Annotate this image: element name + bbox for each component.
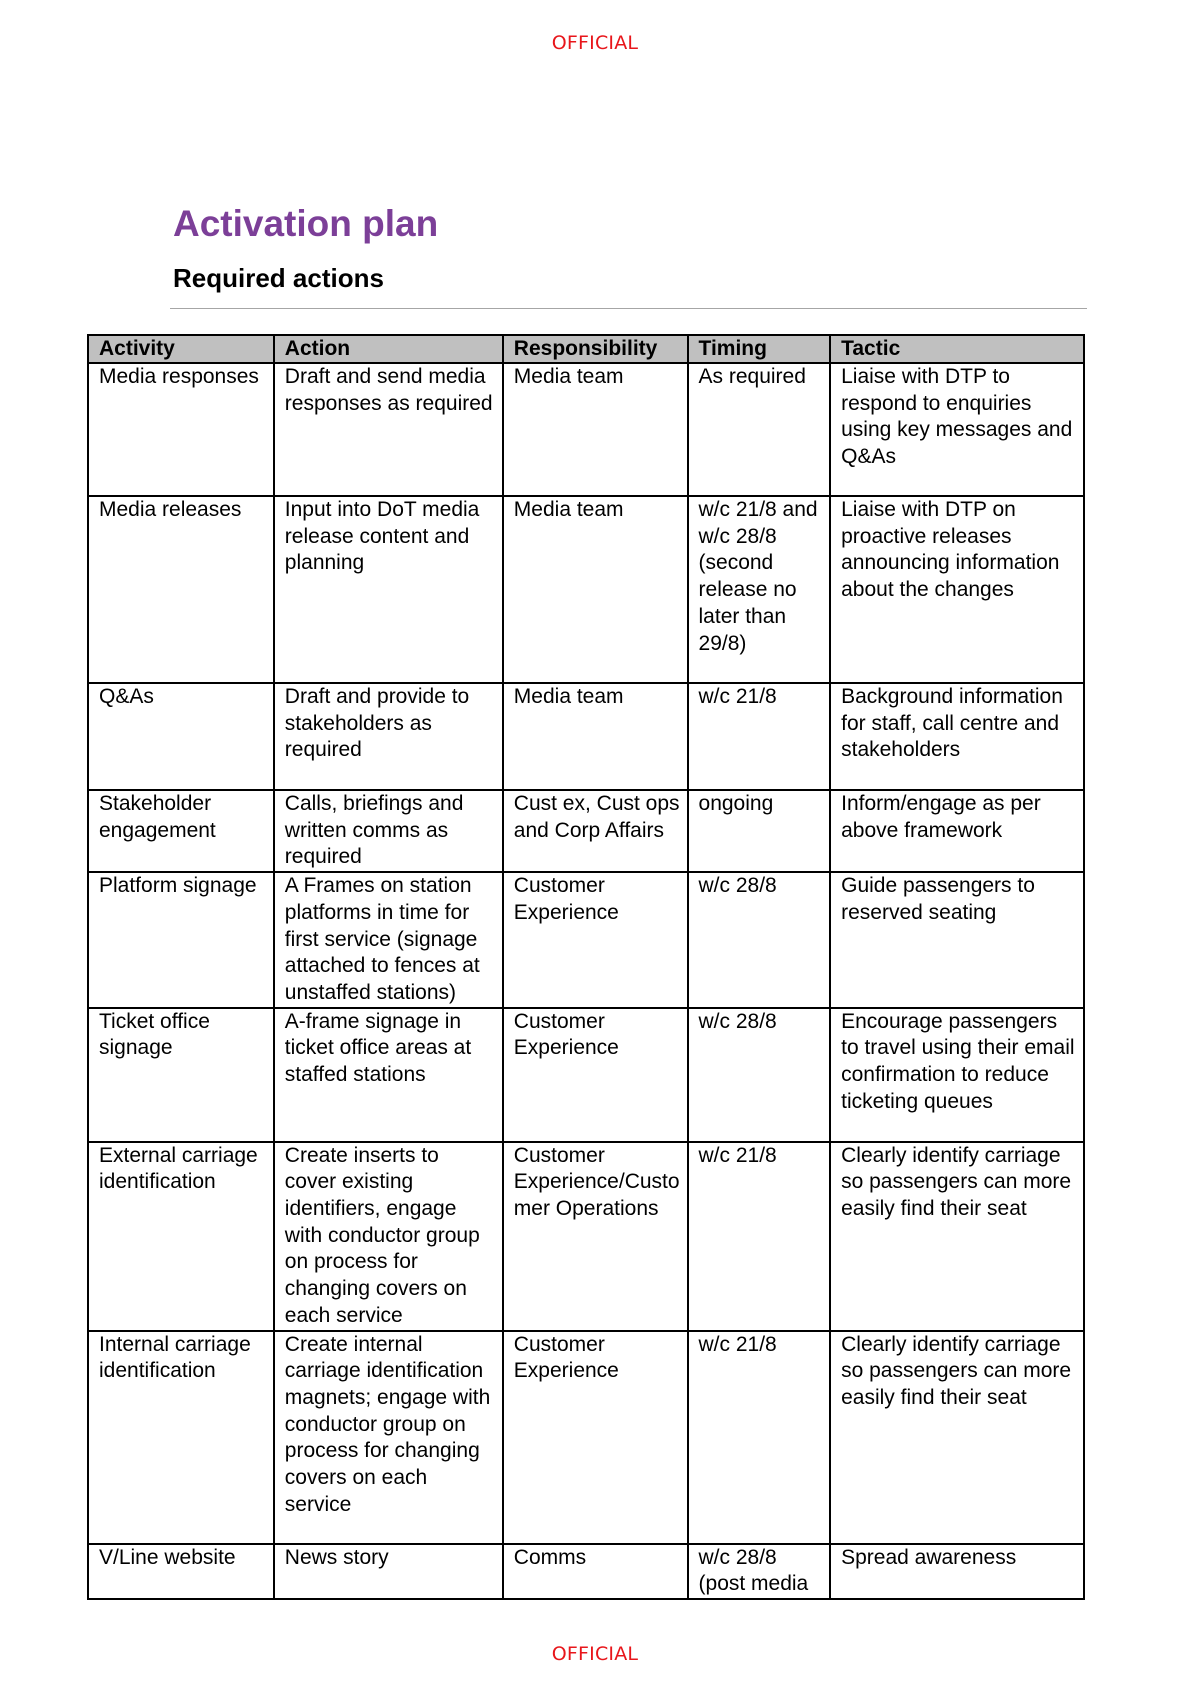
cell-activity: Stakeholder engagement [88, 790, 274, 872]
cell-tactic: Background information for staff, call centre and stakeholders [830, 683, 1084, 790]
cell-action: Input into DoT media release content and planning [274, 496, 503, 683]
column-header-activity: Activity [88, 335, 274, 363]
cell-responsibility: Media team [503, 363, 688, 496]
classification-header: OFFICIAL [551, 32, 639, 54]
cell-responsibility: Customer Experience/Customer Operations [503, 1142, 688, 1331]
cell-timing: w/c 28/8 (post media [688, 1544, 831, 1599]
cell-tactic: Encourage passengers to travel using their email confirmation to reduce ticketing queues [830, 1008, 1084, 1142]
cell-timing: As required [688, 363, 831, 496]
heading-divider [170, 308, 1087, 309]
cell-action: Create internal carriage identification magnets; engage with conductor group on process for changing covers on each service [274, 1331, 503, 1544]
cell-tactic: Clearly identify carriage so passengers can more easily find their seat [830, 1331, 1084, 1544]
table-row [88, 1544, 1084, 1599]
cell-tactic: Spread awareness [830, 1544, 1084, 1599]
cell-timing: w/c 21/8 [688, 1331, 831, 1544]
cell-action: Draft and send media responses as required [274, 363, 503, 496]
cell-timing: w/c 21/8 [688, 683, 831, 790]
cell-responsibility: Customer Experience [503, 1008, 688, 1142]
cell-action: A Frames on station platforms in time for first service (signage attached to fences at unstaffed stations) [274, 872, 503, 1008]
classification-footer: OFFICIAL [551, 1643, 639, 1665]
cell-activity: V/Line website [88, 1544, 274, 1599]
cell-timing: w/c 28/8 [688, 1008, 831, 1142]
cell-action: A-frame signage in ticket office areas at staffed stations [274, 1008, 503, 1142]
section-heading: Required actions [173, 263, 384, 293]
page-title: Activation plan [173, 203, 439, 244]
table-row [88, 1331, 1084, 1544]
cell-responsibility: Media team [503, 683, 688, 790]
cell-tactic: Inform/engage as per above framework [830, 790, 1084, 872]
cell-timing: w/c 21/8 [688, 1142, 831, 1331]
cell-responsibility: Customer Experience [503, 872, 688, 1008]
cell-responsibility: Cust ex, Cust ops and Corp Affairs [503, 790, 688, 872]
cell-action: Create inserts to cover existing identifiers, engage with conductor group on process for changing covers on each service [274, 1142, 503, 1331]
activation-plan-table [87, 334, 1085, 1600]
cell-action: Draft and provide to stakeholders as required [274, 683, 503, 790]
cell-action: Calls, briefings and written comms as required [274, 790, 503, 872]
cell-responsibility: Customer Experience [503, 1331, 688, 1544]
table-row [88, 683, 1084, 790]
cell-responsibility: Comms [503, 1544, 688, 1599]
column-header-timing: Timing [688, 335, 831, 363]
cell-activity: Platform signage [88, 872, 274, 1008]
cell-action: News story [274, 1544, 503, 1599]
cell-responsibility: Media team [503, 496, 688, 683]
cell-timing: ongoing [688, 790, 831, 872]
cell-activity: Ticket office signage [88, 1008, 274, 1142]
cell-tactic: Liaise with DTP on proactive releases announcing information about the changes [830, 496, 1084, 683]
cell-activity: Q&As [88, 683, 274, 790]
table-row [88, 363, 1084, 496]
cell-tactic: Clearly identify carriage so passengers can more easily find their seat [830, 1142, 1084, 1331]
cell-activity: Media releases [88, 496, 274, 683]
table-row [88, 1008, 1084, 1142]
cell-activity: External carriage identification [88, 1142, 274, 1331]
table-row [88, 1142, 1084, 1331]
cell-timing: w/c 21/8 and w/c 28/8 (second release no later than 29/8) [688, 496, 831, 683]
cell-activity: Media responses [88, 363, 274, 496]
cell-tactic: Guide passengers to reserved seating [830, 872, 1084, 1008]
column-header-action: Action [274, 335, 503, 363]
column-header-responsibility: Responsibility [503, 335, 688, 363]
cell-tactic: Liaise with DTP to respond to enquiries using key messages and Q&As [830, 363, 1084, 496]
cell-activity: Internal carriage identification [88, 1331, 274, 1544]
table-header-row [88, 335, 1084, 363]
table-row [88, 872, 1084, 1008]
column-header-tactic: Tactic [830, 335, 1084, 363]
table-row [88, 790, 1084, 872]
table-row [88, 496, 1084, 683]
cell-timing: w/c 28/8 [688, 872, 831, 1008]
